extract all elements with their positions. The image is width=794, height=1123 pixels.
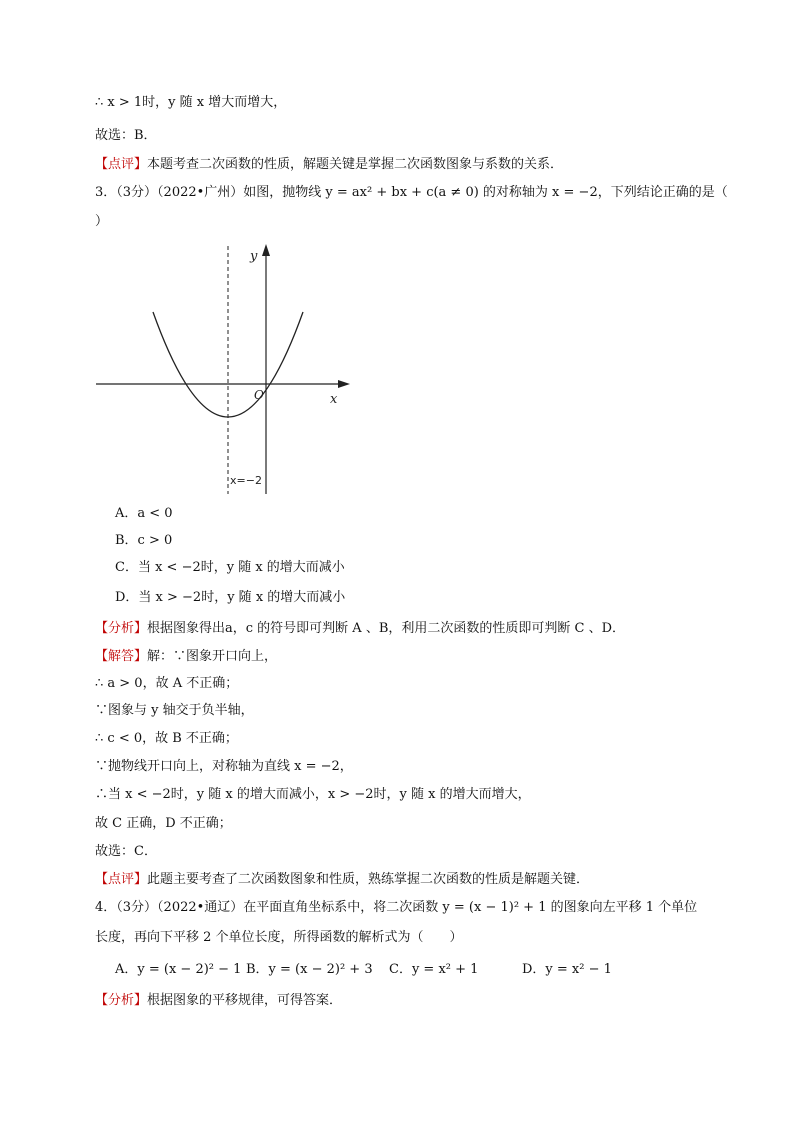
option-b: B．c > 0 [115, 533, 173, 548]
analysis-line [95, 620, 625, 638]
q4-option-b: B．y = (x − 2)² + 3 [246, 962, 373, 977]
solution-line: ∵图象与 y 轴交于负半轴， [95, 703, 254, 718]
solution-line [95, 648, 277, 666]
question-4-title-cont: 长度，再向下平移 2 个单位长度，所得函数的解析式为（ ） [95, 930, 463, 945]
comment-line [95, 156, 563, 174]
solution-line: ∴当 x < −2时，y 随 x 的增大而减小，x > −2时，y 随 x 的增大而增大， [95, 787, 531, 802]
comment-line [95, 871, 589, 889]
comment-tag: 【点评】 [95, 872, 148, 887]
question-3-paren: ） [95, 214, 109, 229]
option-d: D．当 x > −2时，y 随 x 的增大而减小 [115, 590, 346, 605]
comment-text: 此题主要考查了二次函数图象和性质，熟练掌握二次函数的性质是解题关键． [147, 872, 590, 887]
question-3-title: 3．（3分）（2022•广州）如图，抛物线 y = ax² + bx + c(a ≠ 0) 的对称轴为 x = −2，下列结论正确的是（ [95, 185, 728, 200]
comment-text: 本题考查二次函数的性质，解题关键是掌握二次函数图象与系数的关系． [147, 157, 564, 172]
analysis-tag: 【分析】 [95, 621, 148, 636]
origin-label: O [254, 388, 264, 402]
solution-text: 解：∵图象开口向上， [147, 649, 278, 664]
q4-option-a: A．y = (x − 2)² − 1 [115, 962, 242, 977]
solution-line: 故选：C． [95, 844, 157, 859]
q4-option-d: D．y = x² − 1 [522, 962, 612, 977]
analysis-text: 根据图象的平移规律，可得答案． [147, 993, 343, 1008]
solution-line: 故 C 正确，D 不正确； [95, 816, 232, 831]
parabola-graph [90, 238, 360, 500]
analysis-line [95, 992, 342, 1010]
x-axis-arrow [338, 380, 350, 388]
option-a: A．a < 0 [115, 506, 173, 521]
analysis-text: 根据图象得出a，c 的符号即可判断 A 、B，利用二次函数的性质即可判断 C 、D． [147, 621, 626, 636]
symmetry-axis-label: x=−2 [230, 474, 262, 487]
x-axis-label: x [330, 392, 338, 407]
q4-option-c: C．y = x² + 1 [389, 962, 479, 977]
option-c: C．当 x < −2时，y 随 x 的增大而减小 [115, 560, 345, 575]
y-axis-label: y [250, 249, 258, 264]
text-line: 故选：B． [95, 128, 157, 143]
solution-line: ∴ c < 0，故 B 不正确； [95, 731, 238, 746]
question-4-title: 4．（3分）（2022•通辽）在平面直角坐标系中，将二次函数 y = (x − 1)² + 1 的图象向左平移 1 个单位 [95, 900, 698, 915]
comment-tag: 【点评】 [95, 157, 148, 172]
text-line: ∴ x > 1时，y 随 x 增大而增大， [95, 95, 287, 110]
y-axis-arrow [262, 244, 270, 256]
solution-line: ∴ a > 0，故 A 不正确； [95, 676, 239, 691]
solution-line: ∵抛物线开口向上，对称轴为直线 x = −2， [95, 759, 353, 774]
solution-tag: 【解答】 [95, 649, 148, 664]
analysis-tag: 【分析】 [95, 993, 148, 1008]
